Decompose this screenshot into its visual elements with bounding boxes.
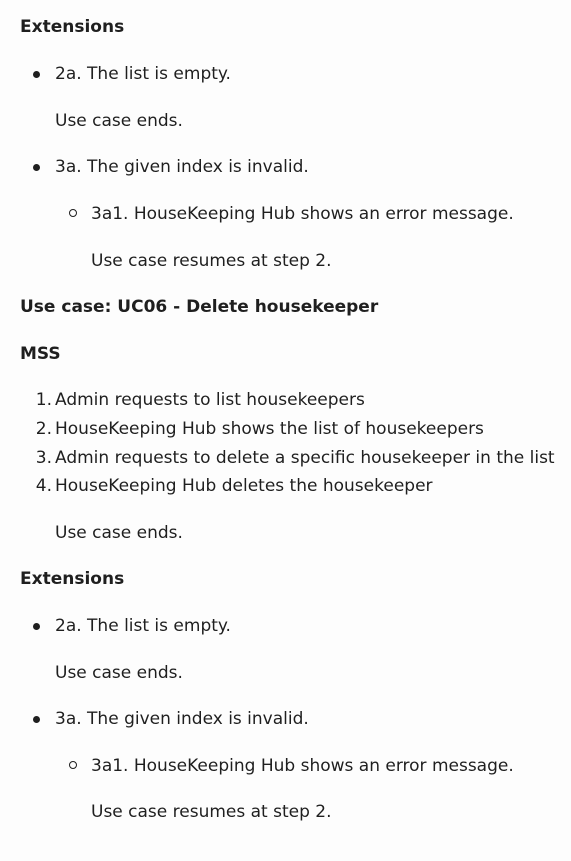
bullet-circle-icon	[69, 761, 77, 769]
extension-subitem: 3a1. HouseKeeping Hub shows an error message.	[91, 204, 514, 224]
extension-note: Use case ends.	[55, 111, 183, 131]
step-text: HouseKeeping Hub shows the list of housekeepers	[55, 419, 484, 439]
bullet-disc-icon	[33, 71, 40, 78]
extension-item: 3a. The given index is invalid.	[55, 709, 309, 729]
extensions-heading: Extensions	[20, 17, 125, 37]
bullet-circle-icon	[69, 209, 77, 217]
extensions-heading: Extensions	[20, 569, 125, 589]
bullet-disc-icon	[33, 623, 40, 630]
step-number: 1.	[35, 390, 52, 410]
extension-item: 2a. The list is empty.	[55, 616, 231, 636]
step-text: HouseKeeping Hub deletes the housekeeper	[55, 476, 433, 496]
step-number: 4.	[35, 476, 52, 496]
step-text: Admin requests to list housekeepers	[55, 390, 365, 410]
extension-note: Use case resumes at step 2.	[91, 251, 332, 271]
extension-item: 3a. The given index is invalid.	[55, 157, 309, 177]
step-text: Admin requests to delete a specific housekeeper in the list	[55, 448, 555, 468]
extension-note: Use case resumes at step 2.	[91, 802, 332, 822]
step-number: 3.	[35, 448, 52, 468]
step-number: 2.	[35, 419, 52, 439]
usecase-title: Use case: UC06 - Delete housekeeper	[20, 297, 379, 317]
extension-note: Use case ends.	[55, 663, 183, 683]
extension-subitem: 3a1. HouseKeeping Hub shows an error message.	[91, 756, 514, 776]
extension-item: 2a. The list is empty.	[55, 64, 231, 84]
bullet-disc-icon	[33, 716, 40, 723]
bullet-disc-icon	[33, 164, 40, 171]
mss-end-note: Use case ends.	[55, 523, 183, 543]
mss-heading: MSS	[20, 344, 61, 364]
